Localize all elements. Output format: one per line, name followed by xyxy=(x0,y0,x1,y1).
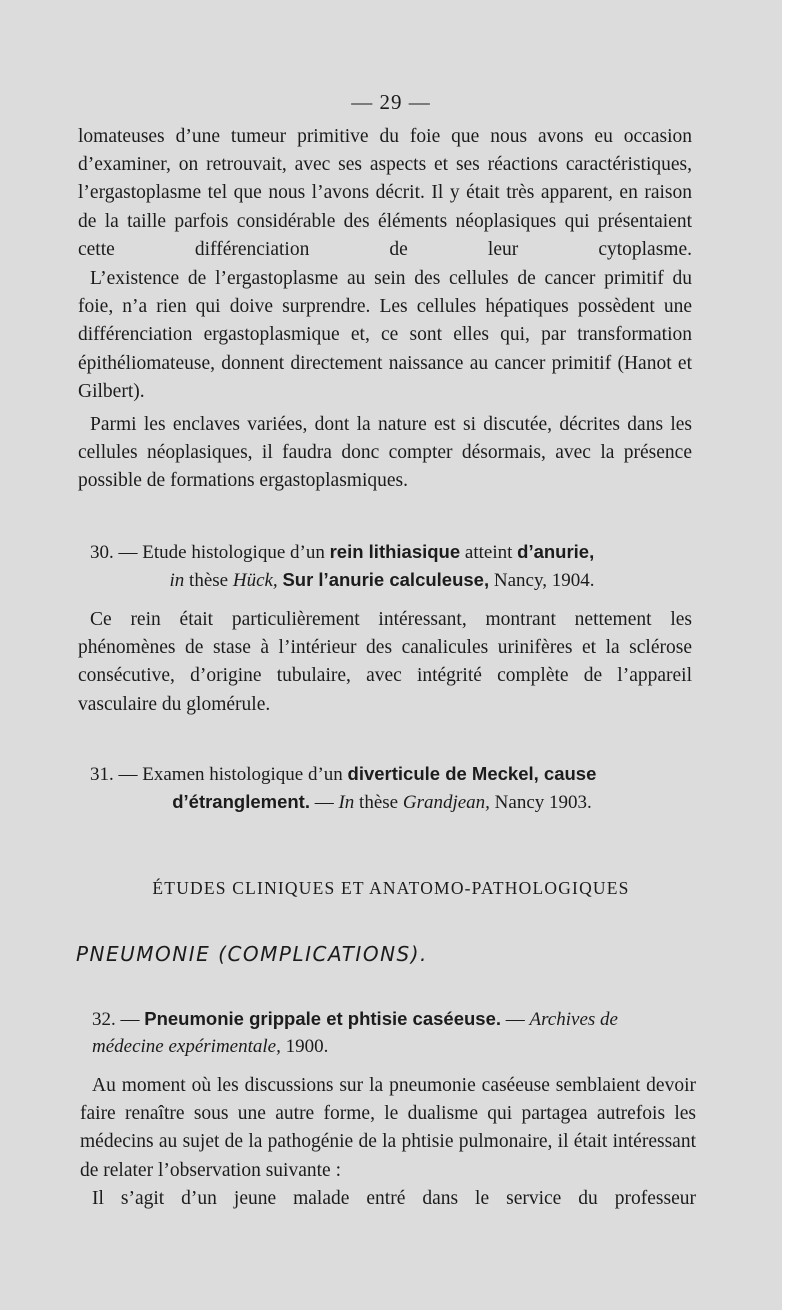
paragraph-ergastoplasme-tumeur: lomateuses d’une tumeur primitive du foie que nous avons eu occasion d’examiner, on retrouvait, avec ses aspects et ses réactions caractéristiques, l’ergastoplasme tel que nous l’avons décrit. Il y était très apparent, en raison de la taille parfois considérable des éléments néoplasiques qui présentaient cette différenciation de leur cytoplasme. xyxy=(78,126,692,260)
page-number: — 29 — xyxy=(351,90,431,114)
paragraph-pneumonie: Au moment où les discussions sur la pneumonie caséeuse semblaient devoir faire renaître sous une autre forme, le dualisme qui partagea autrefois les médecins au sujet de la pathogénie de la phtisie pulmonaire, il était intéressant de relater l’observation suivante : xyxy=(80,1075,696,1181)
entry-number: 32. — xyxy=(92,1009,140,1030)
handwritten-heading: PNEUMONIE (COMPLICATIONS). xyxy=(76,942,428,966)
entry-30: 30. — Etude histologique d’un rein lithiasique atteint d’anurie, in thèse Hück, Sur l’anurie calculeuse, Nancy, 1904. xyxy=(90,541,595,591)
entry-title: diverticule de Meckel, cause xyxy=(347,763,597,784)
paragraph-malade: Il s’agit d’un jeune malade entré dans le service du professeur xyxy=(92,1188,696,1209)
entry-title: rein lithiasique xyxy=(329,541,461,562)
paragraph-cancer-primitif: L’existence de l’ergastoplasme au sein des cellules de cancer primitif du foie, n’a rien qui doive surprendre. Les cellules hépatiques possèdent une différenciation ergastoplasmique et, ce sont elles qui, par transformation épithéliomateuse, donnent directement naissance au cancer primitif (Hanot et Gilbert). xyxy=(78,268,692,402)
paragraph-rein: Ce rein était particulièrement intéressant, montrant nettement les phénomènes de stase à l’intérieur des canalicules urinifères et la sclérose consécutive, d’origine tubulaire, avec intégrité complète de l’appareil vasculaire du glomérule. xyxy=(78,609,692,715)
section-title: ÉTUDES CLINIQUES ET ANATOMO-PATHOLOGIQUES xyxy=(152,878,630,898)
paragraph-enclaves: Parmi les enclaves variées, dont la nature est si discutée, décrites dans les cellules néoplasiques, il faudra donc compter désormais, avec la présence possible de formations ergastoplasmiques. xyxy=(78,414,692,492)
page-edge xyxy=(782,0,800,1310)
entry-31: 31. — Examen histologique d’un diverticule de Meckel, cause d’étranglement. — In thèse Grandjean, Nancy 1903. xyxy=(90,763,597,813)
entry-number: 30. — xyxy=(90,542,138,563)
entry-number: 31. — xyxy=(90,764,138,785)
entry-title: Pneumonie grippale et phtisie caséeuse. xyxy=(144,1008,502,1029)
entry-32: 32. — Pneumonie grippale et phtisie caséeuse. — Archives de médecine expérimentale, 1900. xyxy=(92,1008,618,1057)
